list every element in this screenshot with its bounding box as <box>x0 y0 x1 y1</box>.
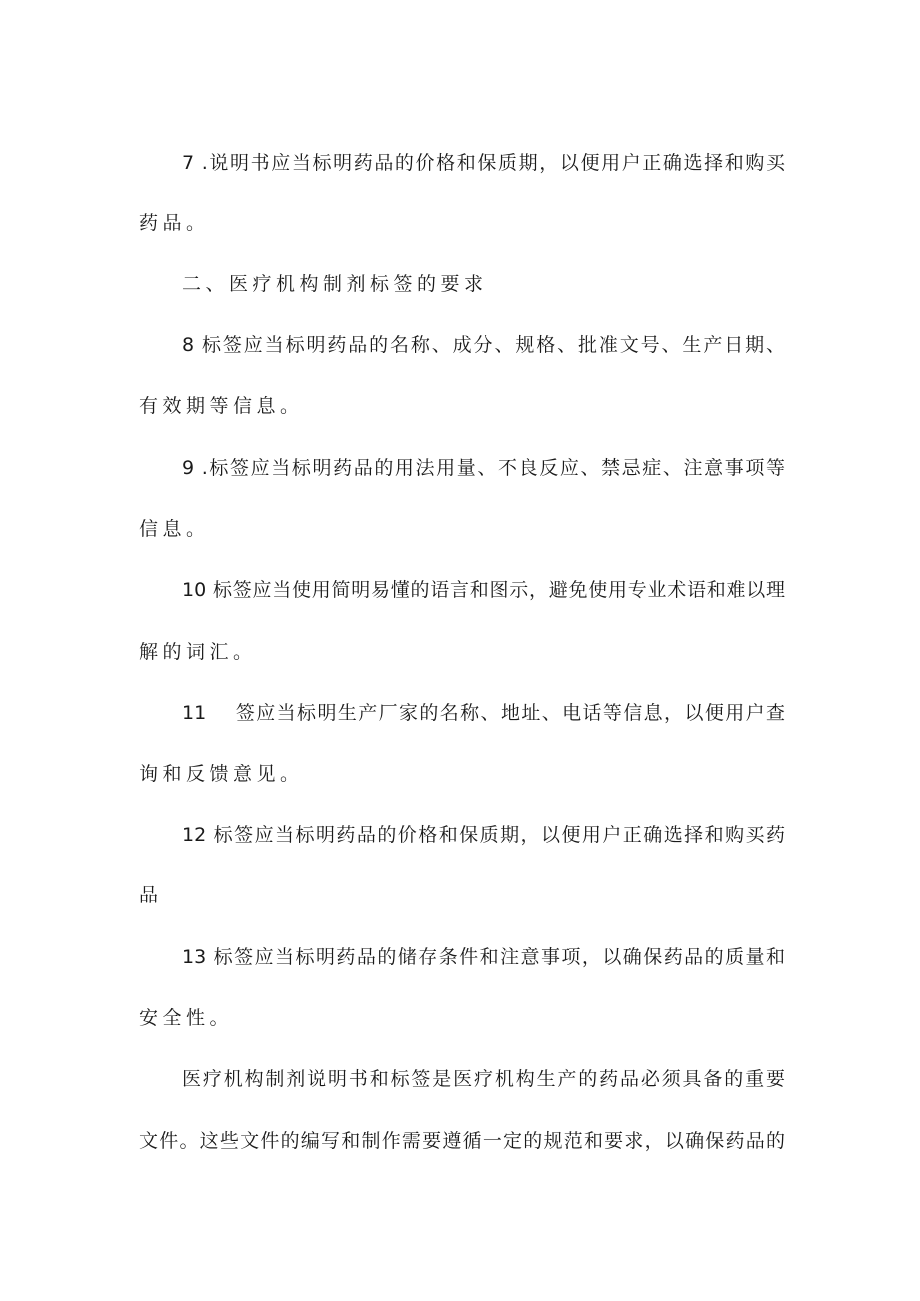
item-12-line-2: 品 <box>139 884 163 906</box>
item-7-line-2: 药品。 <box>139 212 210 234</box>
summary-line-2: 文件。这些文件的编写和制作需要遵循一定的规范和要求，以确保药品的 <box>139 1130 785 1152</box>
section-heading: 二、医疗机构制剂标签的要求 <box>182 273 488 295</box>
item-8-line-2: 有效期等信息。 <box>139 395 304 417</box>
item-10-line-1: 10 标签应当使用简明易懂的语言和图示，避免使用专业术语和难以理 <box>182 579 785 601</box>
item-13-line-2: 安全性。 <box>139 1007 234 1029</box>
item-10-line-2: 解的词汇。 <box>139 641 257 663</box>
item-13-line-1: 13 标签应当标明药品的储存条件和注意事项，以确保药品的质量和 <box>182 946 785 968</box>
item-11-line-2: 询和反馈意见。 <box>139 763 304 785</box>
item-9-line-1: 9 .标签应当标明药品的用法用量、不良反应、禁忌症、注意事项等 <box>182 457 785 479</box>
item-12-line-1: 12 标签应当标明药品的价格和保质期，以便用户正确选择和购买药 <box>182 824 785 846</box>
summary-line-1: 医疗机构制剂说明书和标签是医疗机构生产的药品必须具备的重要 <box>182 1068 785 1090</box>
item-8-line-1: 8 标签应当标明药品的名称、成分、规格、批准文号、生产日期、 <box>182 334 785 356</box>
item-7-line-1: 7 .说明书应当标明药品的价格和保质期，以便用户正确选择和购买 <box>182 152 785 174</box>
item-11-line-1: 11 签应当标明生产厂家的名称、地址、电话等信息，以便用户查 <box>182 702 785 724</box>
item-9-line-2: 信息。 <box>139 518 210 540</box>
